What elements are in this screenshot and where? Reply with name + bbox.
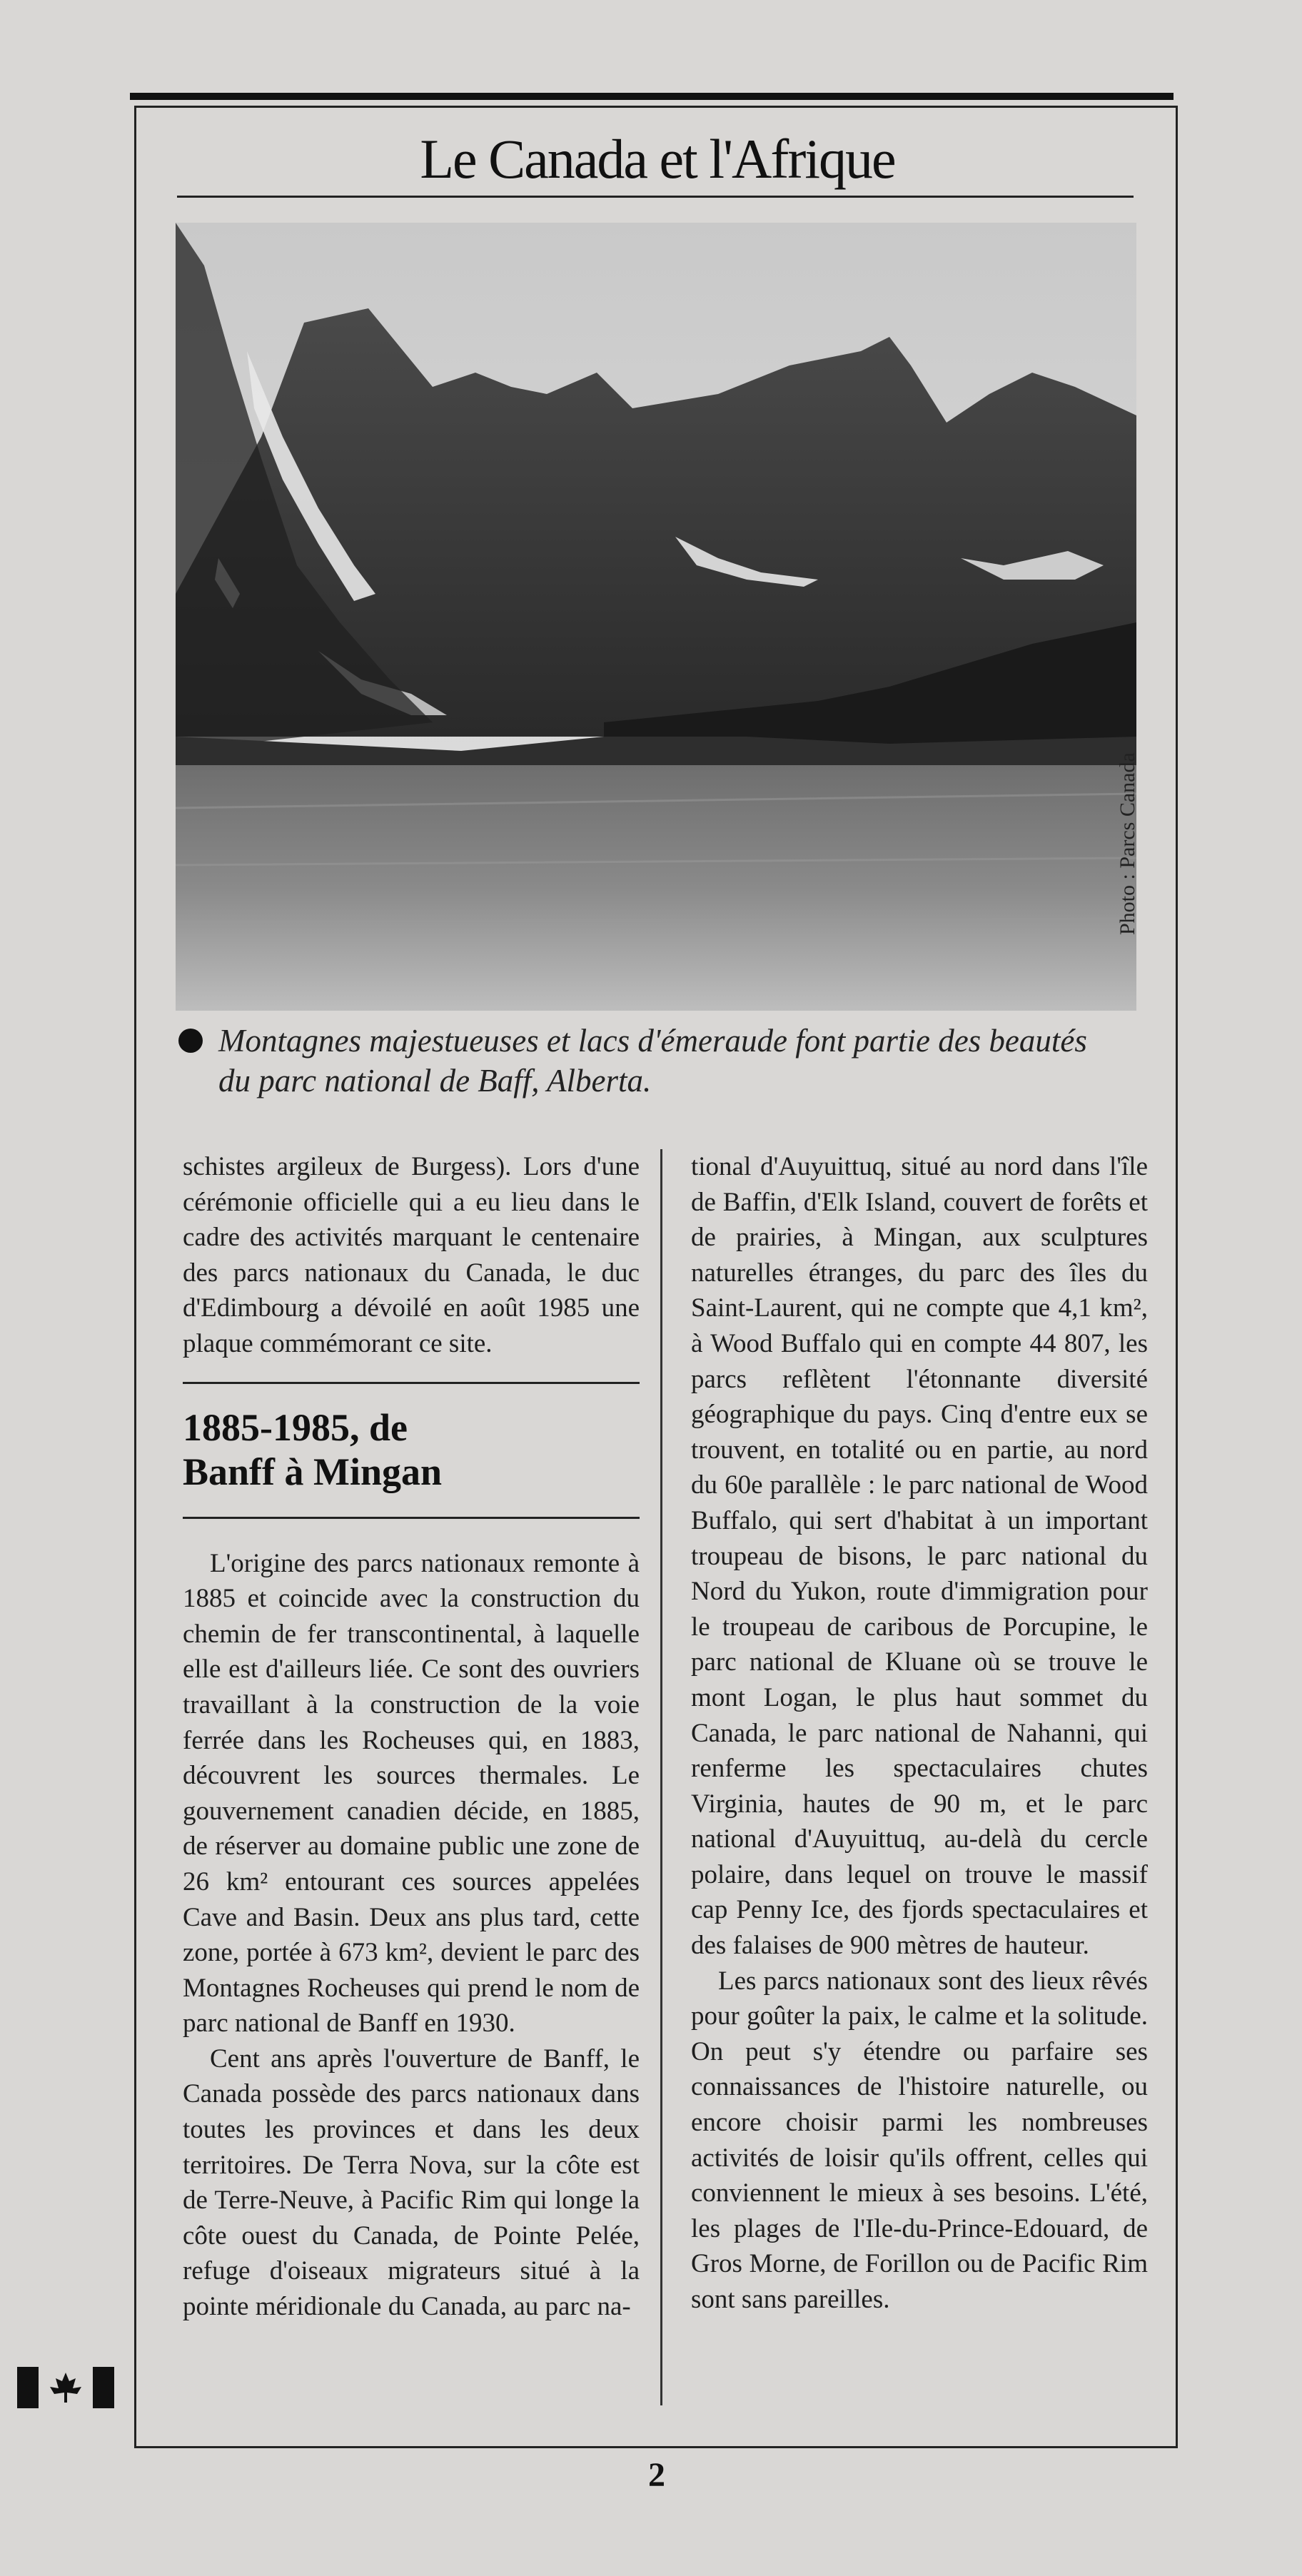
section-rule-bottom — [183, 1517, 640, 1519]
right-paragraph-2: Les parcs nationaux sont des lieux rêvés pour goûter la paix, le calme et la solitude. On peut s'y étendre ou parfaire ses connaissances de l'histoire naturelle, ou encore choisir parmi les nombreuses activités de loisir qu'ils offrent, celles qui conviennent le mieux à ses besoins. L'été, les plages de l'Ile-du-Prince-Edouard, de Gros Morne, de Forillon ou de Pacific Rim sont sans pareilles. — [691, 1966, 1148, 2314]
photo-caption — [178, 1021, 1156, 1101]
top-rule — [130, 93, 1174, 100]
column-divider — [660, 1149, 662, 2405]
left-intro-paragraph: schistes argileux de Burgess). Lors d'une cérémonie officielle qui a eu lieu dans le cadre des activités marquant le centenaire des parcs nationaux du Canada, le duc d'Edimbourg a dévoilé en août 1985 une plaque commémorant ce site. — [183, 1152, 640, 1358]
body-paragraph-2: Cent ans après l'ouverture de Banff, le Canada possède des parcs nationaux dans toutes les provinces et dans les deux territoires. De Terra Nova, sur la côte est de Terre-Neuve, à Pacific Rim qui longe la côte ouest du Canada, de Pointe Pelée, refuge d'oiseaux migrateurs situé à la pointe méridionale du Canada, au parc na- — [183, 2044, 640, 2322]
section-title-line-1: 1885-1985, de — [183, 1405, 408, 1449]
photo-illustration — [176, 223, 1136, 1011]
section-rule-top — [183, 1382, 640, 1384]
right-paragraph-1: tional d'Auyuittuq, situé au nord dans l'île de Baffin, d'Elk Island, couvert de forêts et de prairies, à Mingan, aux sculptures naturelles étranges, du parc des îles du Saint-Laurent, qui ne compte que 4,1 km², à Wood Buffalo qui en compte 44 807, les parcs reflètent l'étonnante diversité géographique du pays. Cinq d'entre eux se trouvent, en totalité ou en partie, au nord du 60e parallèle : le parc national de Wood Buffalo, qui sert d'habitat à un important troupeau de bisons, le parc national du Nord du Yukon, route d'immigration pour le troupeau de caribous de Porcupine, le parc national de Kluane où se trouve le mont Logan, le plus haut sommet du Canada, le parc national de Nahanni, qui renferme les spectaculaires chutes Virginia, hautes de 90 m, et le parc national d'Auyuittuq, au-delà du cercle polaire, dans lequel on trouve le massif cap Penny Ice, des fjords spectaculaires et des falaises de 900 mètres de hauteur. — [691, 1152, 1148, 1961]
caption-line-1: Montagnes majestueuses et lacs d'émeraude font partie des beautés — [218, 1023, 1087, 1059]
page-number: 2 — [648, 2456, 665, 2494]
caption-line-2: du parc national de Baff, Alberta. — [218, 1063, 652, 1098]
bullet-icon — [178, 1029, 203, 1053]
right-column — [691, 1149, 1148, 2318]
photo-credit: Photo : Parcs Canada — [1116, 752, 1139, 935]
canada-flag-icon — [17, 2367, 114, 2408]
header-rule — [177, 196, 1134, 198]
header-title: Le Canada et l'Afrique — [420, 128, 895, 190]
body-paragraph-1: L'origine des parcs nationaux remonte à 1885 et coincide avec la construction du chemin de fer transcontinental, à laquelle elle est d'ailleurs liée. Ce sont des ouvriers travaillant à la construction de la voie ferrée dans les Rocheuses qui, en 1883, découvrent les sources thermales. Le gouvernement canadien décide, en 1885, de réserver au domaine public une zone de 26 km² entourant ces sources appelées Cave and Basin. Deux ans plus tard, cette zone, portée à 673 km², devient le parc des Montagnes Rocheuses qui prend le nom de parc national de Banff en 1930. — [183, 1548, 640, 2039]
section-title — [183, 1405, 640, 1494]
mountain-lake-photo — [176, 223, 1136, 1011]
left-column — [183, 1149, 640, 2325]
section-title-line-2: Banff à Mingan — [183, 1450, 443, 1493]
